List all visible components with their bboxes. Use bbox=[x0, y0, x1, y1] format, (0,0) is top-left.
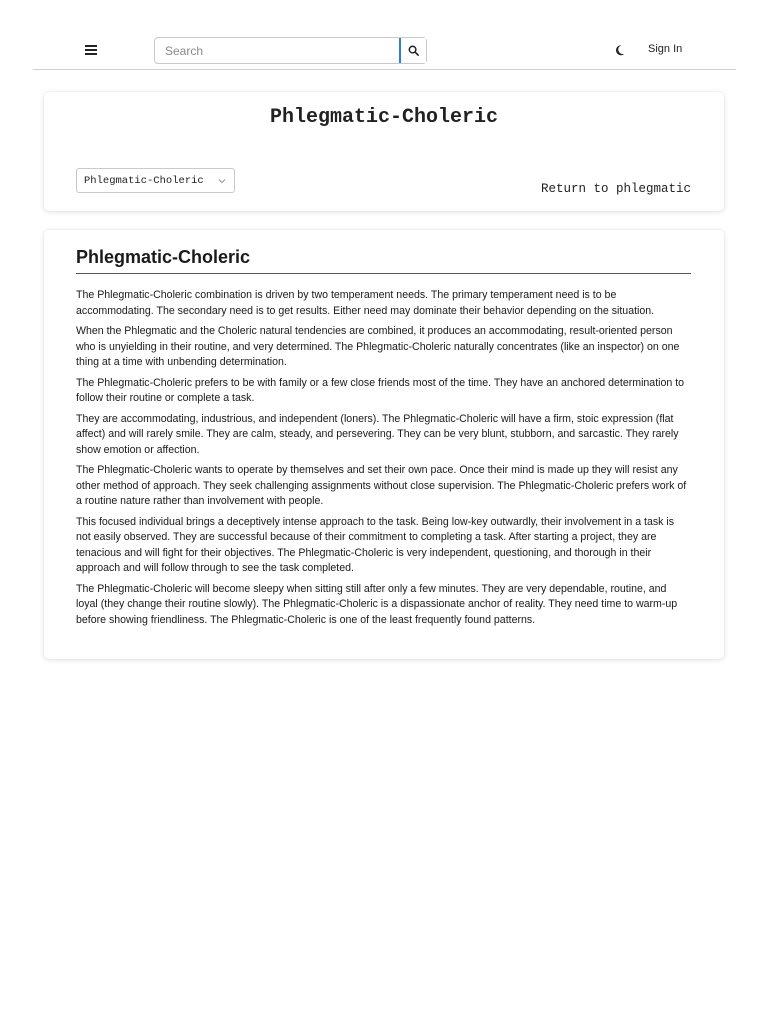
sign-in-link[interactable]: Sign In bbox=[648, 43, 683, 55]
article-paragraph: The Phlegmatic-Choleric wants to operate by themselves and set their own pace. Once their mind is made up they will resist any other method of approach. They seek challenging assignments without close supervision. The Phlegmatic-Choleric prefers work of a routine nature rather than involvement with people. bbox=[76, 464, 687, 507]
return-link[interactable]: Return to phlegmatic bbox=[540, 182, 691, 196]
article-paragraph: They are accommodating, industrious, and independent (loners). The Phlegmatic-Choleric will have a firm, stoic expression (flat affect) and will rarely smile. They are calm, steady, and persevering. They can be very blunt, stubborn, and sarcastic. They rarely show emotion or affection. bbox=[76, 412, 679, 456]
search-input[interactable] bbox=[155, 38, 399, 63]
select-value: Phlegmatic-Choleric bbox=[84, 175, 204, 187]
article-paragraph: This focused individual brings a deceptively intense approach to the task. Being low-key outwardly, their involvement in a task is not easily observed. They are successful because of their commitment to completing a task. After starting a project, they are tenacious and will fight for their objectives. The Phlegmatic-Choleric is very independent, questioning, and thorough in their approach and will follow through to see the task completed. bbox=[76, 515, 675, 574]
article-paragraph: The Phlegmatic-Choleric combination is driven by two temperament needs. The primary temperament need is to be accommodating. The secondary need is to get results. Either need may dominate their behavior depending on the situation. bbox=[76, 289, 655, 317]
search-icon bbox=[408, 45, 419, 56]
page-title: Phlegmatic-Choleric bbox=[269, 106, 499, 129]
menu-icon[interactable] bbox=[85, 45, 97, 55]
article-paragraph: When the Phlegmatic and the Choleric natural tendencies are combined, it produces an accommodating, result-oriented person who is unyielding in their routine, and very determined. The Phlegmatic-Choleric naturally concentrates (like an inspector) on one thing at a time with unbending determination. bbox=[76, 325, 680, 368]
search-button[interactable] bbox=[399, 38, 426, 63]
top-navbar bbox=[33, 30, 736, 70]
article-paragraph: The Phlegmatic-Choleric will become sleepy when sitting still after only a few minutes. They are very dependable, routine, and loyal (they change their routine slowly). The Phlegmatic-Choleric is a dispassionate anchor of reality. They need time to warm-up before showing friendliness. The Phlegmatic-Choleric is one of the least frequently found patterns. bbox=[76, 582, 678, 626]
article-body bbox=[76, 288, 691, 633]
temperament-select[interactable] bbox=[76, 168, 235, 193]
article-heading: Phlegmatic-Choleric bbox=[76, 247, 691, 274]
chevron-down-icon bbox=[218, 177, 226, 185]
article-paragraph: The Phlegmatic-Choleric prefers to be with family or a few close friends most of the time. They have an anchored determination to follow their routine or complete a task. bbox=[76, 376, 685, 404]
moon-icon[interactable] bbox=[616, 44, 628, 56]
article-card bbox=[44, 230, 724, 659]
selector-card bbox=[44, 92, 724, 211]
search-bar bbox=[154, 37, 427, 64]
